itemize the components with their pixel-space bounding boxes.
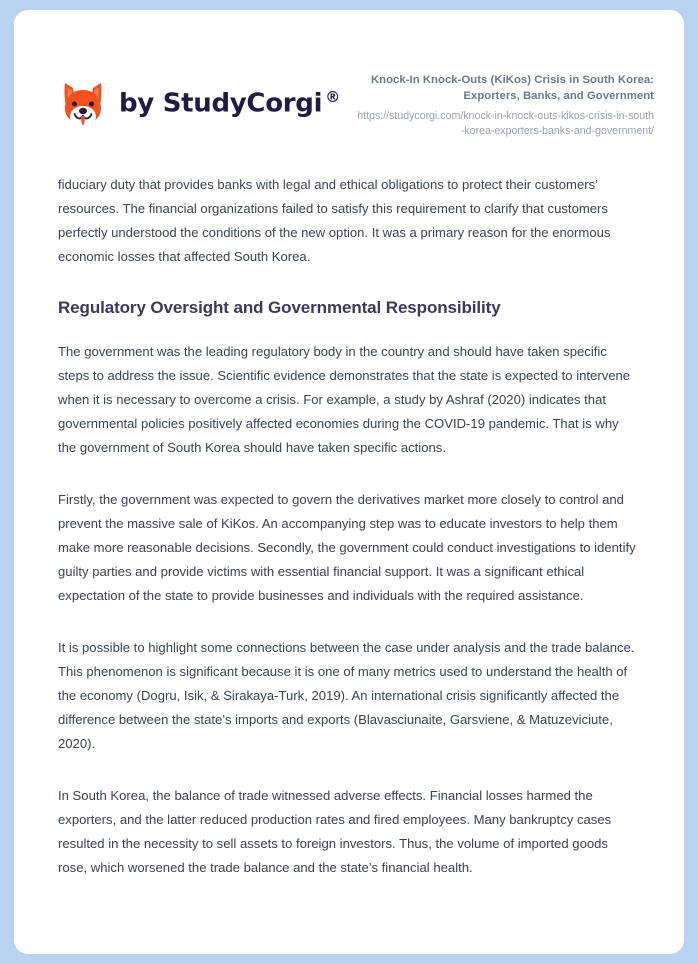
paragraph-trade-balance-connections: It is possible to highlight some connections between the case under analysis and the trade balance. This phenomenon is significant because it is one of many metrics used to understand the health of the economy (Dogru, Isik, & Sirakaya-Turk, 2019). An international crisis significantly affected the difference between the state’s imports and exports (Blavasciunaite, Garsviene, & Matuzeviciute, 2020). — [58, 640, 635, 752]
paragraph-fiduciary-duty: fiduciary duty that provides banks with legal and ethical obligations to protect their customers’ resources. The financial organizations failed to satisfy this requirement to clarify that customers perfectly understood the conditions of the new option. It was a primary reason for the enormous economic losses that affected South Korea. — [58, 177, 611, 265]
registered-trademark-icon: ® — [325, 87, 340, 106]
paragraph-firstly-derivatives-market: Firstly, the government was expected to govern the derivatives market more closely to control and prevent the massive sale of KiKos. An accompanying step was to educate investors to help them make more reasonable decisions. Secondly, the government could conduct investigations to identify guilty parties and provide victims with essential financial support. It was a significant ethical expectation of the state to provide businesses and individuals with the required assistance. — [58, 492, 636, 604]
section-heading-regulatory-oversight: Regulatory Oversight and Governmental Responsibility — [58, 298, 501, 318]
document-source-url: https://studycorgi.com/knock-in-knock-outs-kikos-crisis-in-south-korea-exporters-banks-and-government/ — [357, 110, 654, 138]
document-title: Knock-In Knock-Outs (KiKos) Crisis in South Korea: Exporters, Banks, and Government — [370, 74, 654, 103]
paragraph-south-korea-trade-balance: In South Korea, the balance of trade witnessed adverse effects. Financial losses harmed the exporters, and the latter reduced production rates and fired employees. Many bankruptcy cases resulted in the necessity to sell assets to foreign investors. Thus, the volume of imported goods rose, which worsened the trade balance and the state’s financial health. — [58, 788, 612, 876]
brand-logo-block — [58, 68, 340, 128]
corgi-head-icon — [58, 78, 108, 128]
document-page-card — [14, 10, 684, 954]
header-document-meta — [340, 68, 654, 139]
brand-name-text: by StudyCorgi ® — [119, 87, 340, 119]
document-header — [14, 10, 684, 139]
document-body — [14, 173, 684, 880]
paragraph-government-regulatory-body: The government was the leading regulatory body in the country and should have taken specific steps to address the issue. Scientific evidence demonstrates that the state is expected to intervene when it is necessary to overcome a crisis. For example, a study by Ashraf (2020) indicates that governmental policies positively affected economies during the COVID-19 pandemic. That is why the government of South Korea should have taken specific actions. — [58, 344, 631, 456]
